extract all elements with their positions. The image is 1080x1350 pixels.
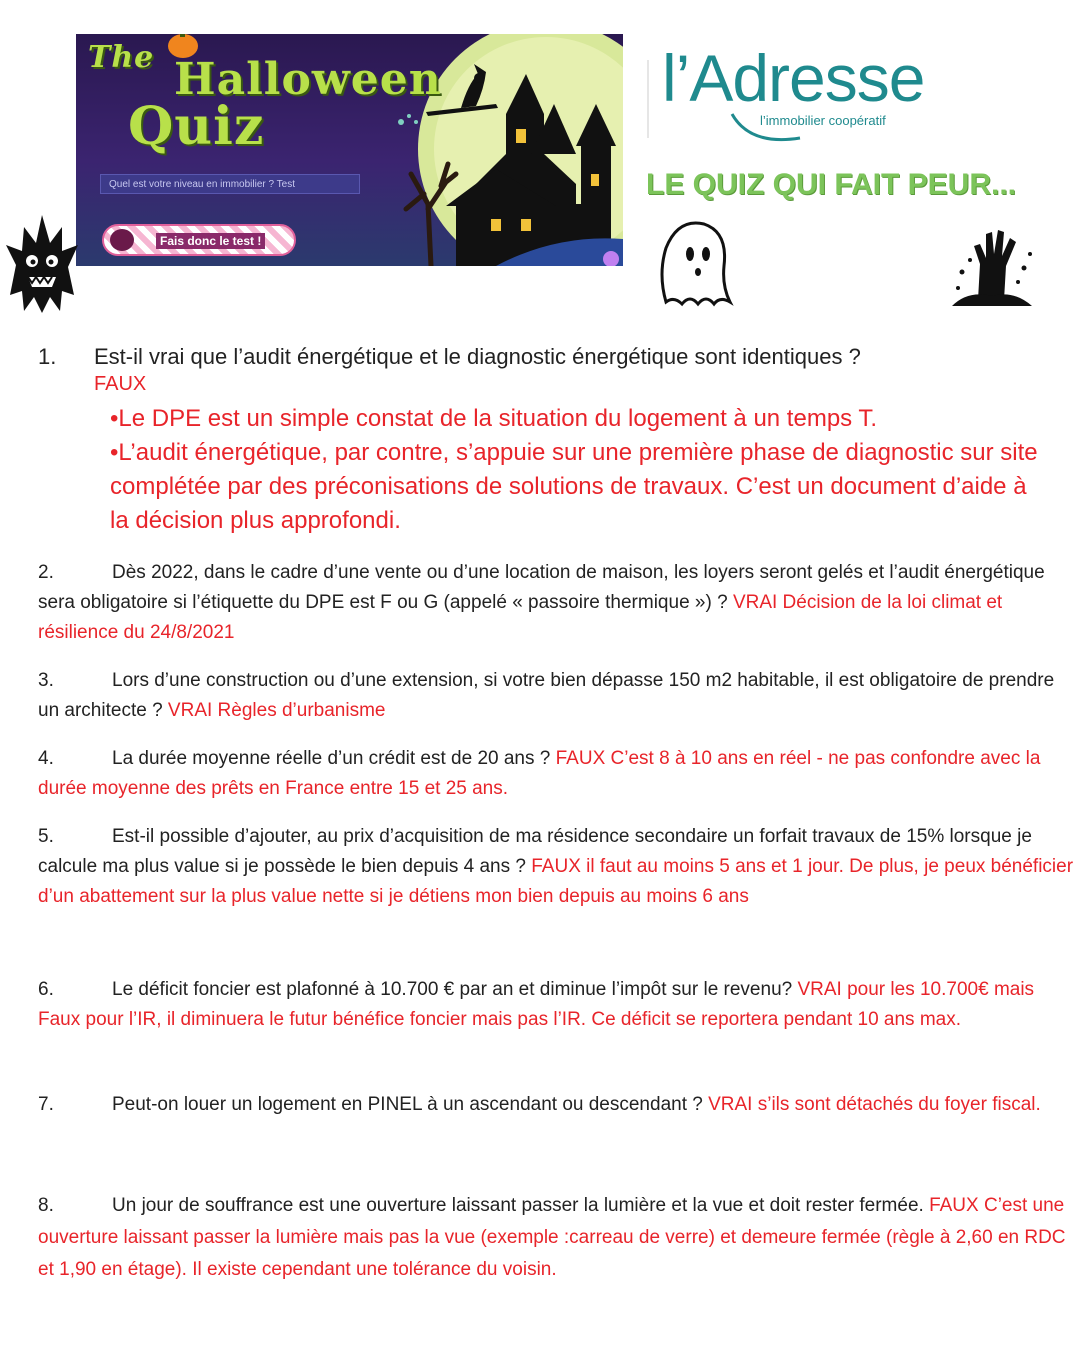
- banner-title-the: The: [88, 40, 155, 75]
- question-text: Est-il vrai que l’audit énergétique et le diagnostic énergétique sont identiques ?: [94, 344, 861, 369]
- banner-subtitle-bar: Quel est votre niveau en immobilier ? Test: [100, 174, 360, 194]
- question-answer: VRAI Règles d’urbanisme: [167, 700, 386, 721]
- banner-title-quiz: Quiz: [128, 96, 265, 157]
- explanation-bullet: •L’audit énergétique, par contre, s’appuie sur une première phase de diagnostic sur site complétée par des préconisations de solutions de travaux. C’est un document d’aide à la décision plus approfondi.: [110, 439, 1038, 534]
- question-number: 8.: [38, 1195, 54, 1216]
- question-1: [38, 340, 1074, 374]
- question-number: 2.: [38, 562, 54, 583]
- ghost-icon: [652, 214, 734, 310]
- question-number: 5.: [38, 826, 54, 847]
- question-6: [38, 975, 1074, 1035]
- question-1-answer: FAUX: [94, 373, 147, 395]
- question-text: Un jour de souffrance est une ouverture laissant passer la lumière et la vue et doit rester fermée.: [112, 1195, 930, 1216]
- question-answer: VRAI s’ils sont détachés du foyer fiscal.: [708, 1094, 1041, 1115]
- question-number: 3.: [38, 670, 54, 691]
- question-8: [38, 1190, 1074, 1286]
- question-7: [38, 1090, 1074, 1120]
- question-5: [38, 822, 1074, 912]
- take-test-label: Fais donc le test !: [156, 233, 265, 249]
- question-text: Le déficit foncier est plafonné à 10.700 € par an et diminue l’impôt sur le revenu?: [112, 979, 798, 1000]
- question-text: Peut-on louer un logement en PINEL à un ascendant ou descendant ?: [112, 1094, 709, 1115]
- take-test-button[interactable]: [102, 224, 296, 256]
- question-1-explanation: [110, 402, 1040, 538]
- question-text: La durée moyenne réelle d’un crédit est de 20 ans ?: [112, 748, 556, 769]
- explanation-bullet: •Le DPE est un simple constat de la situation du logement à un temps T.: [110, 405, 878, 432]
- question-2: [38, 558, 1074, 648]
- question-number: 1.: [38, 344, 57, 369]
- question-number: 4.: [38, 748, 54, 769]
- question-answer: VRAI pour les 10.700€ mais Faux pour l’IR, il diminuera le futur bénéfice foncier mais pas l’IR. Ce déficit se reportera pendant 10 ans max.: [38, 979, 1035, 1030]
- question-number: 7.: [38, 1094, 54, 1115]
- zombie-hand-icon: [948, 220, 1036, 312]
- question-answer: FAUX C’est une ouverture laissant passer la lumière mais pas la vue (exemple :carreau de verre) et demeure fermée (règle à 2,60 en RDC et 1,90 en étage). Il existe cependant une tolérance du voisin.: [38, 1195, 1066, 1280]
- logo-divider: [647, 60, 649, 138]
- question-number: 6.: [38, 979, 54, 1000]
- banner-title-halloween: Halloween: [174, 54, 442, 105]
- pumpkin-icon: [110, 229, 134, 251]
- question-answer: FAUX C’est 8 à 10 ans en réel - ne pas confondre avec la durée moyenne des prêts en France entre 15 et 25 ans.: [38, 748, 1041, 799]
- halloween-quiz-banner: [76, 34, 623, 266]
- monster-icon: [2, 205, 82, 315]
- question-text: Lors d’une construction ou d’une extension, si votre bien dépasse 150 m2 habitable, il est obligatoire de prendre un architecte ?: [38, 670, 1055, 721]
- question-answer: FAUX il faut au moins 5 ans et 1 jour. De plus, je peux bénéficier d’un abattement sur la plus value nette si je détiens mon bien depuis au moins 6 ans: [38, 856, 1074, 907]
- slogan: LE QUIZ QUI FAIT PEUR...: [646, 168, 1017, 201]
- question-text: Est-il possible d’ajouter, au prix d’acquisition de ma résidence secondaire un forfait travaux de 15% lorsque je calcule ma plus value si je possède le bien depuis 4 ans ?: [38, 826, 1032, 877]
- question-text: Dès 2022, dans le cadre d’une vente ou d’une location de maison, les loyers seront gelés et l’audit énergétique sera obligatoire si l’étiquette du DPE est F ou G (appelé « passoire thermique ») ?: [38, 562, 1045, 613]
- question-4: [38, 744, 1074, 804]
- brand-logo: l’Adresse: [662, 41, 925, 115]
- question-3: [38, 666, 1074, 726]
- question-answer: VRAI Décision de la loi climat et résilience du 24/8/2021: [38, 592, 1003, 643]
- brand-tagline: l’immobilier coopératif: [760, 113, 886, 128]
